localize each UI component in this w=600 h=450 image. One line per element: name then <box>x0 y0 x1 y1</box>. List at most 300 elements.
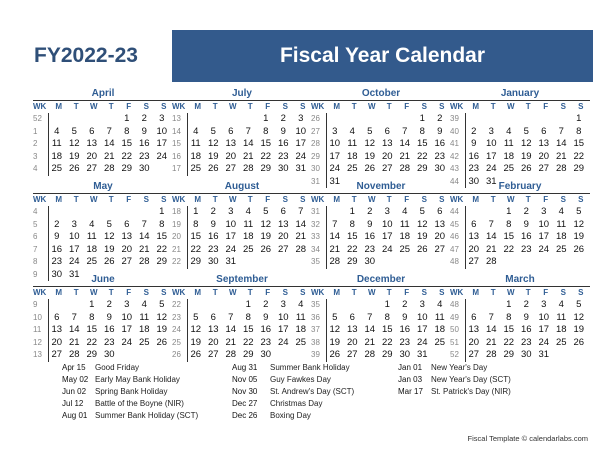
day-cell: 17 <box>295 138 307 149</box>
day-cell: 28 <box>225 349 237 360</box>
day-cell: 20 <box>538 150 550 162</box>
day-cell: 19 <box>573 231 585 242</box>
day-cell: 10 <box>485 138 497 149</box>
day-cell: 9 <box>280 125 286 137</box>
weekday-label: T <box>212 195 218 204</box>
day-cell: 10 <box>538 218 550 230</box>
day-cell: 10 <box>68 231 80 242</box>
day-cell: 30 <box>364 256 376 267</box>
week-number: 16 <box>172 151 181 161</box>
day-cell: 23 <box>434 150 446 162</box>
day-cell: 21 <box>555 150 567 162</box>
week-row <box>450 231 590 244</box>
day-cell: 24 <box>225 243 237 255</box>
day-cell: 12 <box>416 218 428 230</box>
day-cell: 2 <box>54 218 60 230</box>
holiday-date: Dec 27 <box>232 399 258 408</box>
day-cell: 27 <box>51 349 63 360</box>
week-row <box>172 163 312 176</box>
holiday-date: Jun 02 <box>62 387 87 396</box>
day-cell <box>396 256 414 269</box>
day-cell: 23 <box>468 163 480 174</box>
day-cell: 18 <box>434 324 446 335</box>
day-cell <box>344 113 362 126</box>
holiday-date: Apr 15 <box>62 363 86 372</box>
weekday-label: T <box>386 195 392 204</box>
weekday-label: T <box>490 288 496 297</box>
day-cell: 14 <box>295 218 307 230</box>
day-cell: 18 <box>555 231 567 242</box>
day-cell: 21 <box>364 336 376 348</box>
day-cell <box>465 299 483 312</box>
week-number-header: WK <box>172 288 186 297</box>
day-cell <box>48 206 66 219</box>
day-cell <box>48 113 66 126</box>
day-cell <box>83 206 101 219</box>
day-cell: 28 <box>485 256 497 267</box>
day-cell <box>431 256 449 269</box>
day-cell: 29 <box>346 256 358 267</box>
week-row <box>311 312 451 325</box>
day-cell: 16 <box>207 231 219 242</box>
week-number: 48 <box>450 257 459 266</box>
day-cell <box>344 299 362 312</box>
week-number: 31 <box>311 207 320 216</box>
week-number-header: WK <box>33 288 47 297</box>
day-cell: 4 <box>506 125 512 137</box>
day-cell: 30 <box>434 163 446 174</box>
weekday-label: W <box>367 195 376 204</box>
weekday-label: S <box>282 288 288 297</box>
week-row <box>33 324 173 337</box>
day-cell: 29 <box>416 163 428 174</box>
day-cell: 28 <box>399 163 411 174</box>
day-cell: 5 <box>523 125 529 137</box>
weekday-label: S <box>578 288 584 297</box>
day-cell: 23 <box>103 336 115 348</box>
week-row <box>450 256 590 269</box>
holiday-name: New Year's Day <box>431 363 488 372</box>
day-cell: 29 <box>260 163 272 174</box>
week-row <box>450 219 590 232</box>
day-cell: 3 <box>228 206 234 217</box>
day-cell: 1 <box>384 299 390 310</box>
day-cell: 11 <box>556 311 567 323</box>
day-cell: 5 <box>193 311 199 323</box>
holiday-name: Christmas Day <box>270 399 323 408</box>
day-cell <box>118 349 136 362</box>
weekday-label: S <box>300 195 306 204</box>
holiday-item <box>232 362 354 374</box>
week-row <box>33 163 173 176</box>
week-row <box>450 312 590 325</box>
week-row <box>172 324 312 337</box>
day-cell: 9 <box>210 218 216 230</box>
day-cell: 20 <box>86 150 98 162</box>
day-cell <box>361 299 379 312</box>
weekday-label: T <box>490 195 496 204</box>
day-cell: 18 <box>295 324 307 335</box>
day-cell: 9 <box>471 138 477 149</box>
day-cell: 11 <box>556 218 567 230</box>
day-cell: 21 <box>329 243 341 255</box>
day-cell: 19 <box>260 231 272 242</box>
day-cell: 12 <box>573 218 585 230</box>
day-cell: 26 <box>364 163 376 174</box>
day-cell: 11 <box>51 138 62 149</box>
week-number: 26 <box>172 350 181 359</box>
day-cell: 19 <box>573 324 585 335</box>
day-cell: 25 <box>503 163 515 174</box>
day-cell: 11 <box>243 218 254 230</box>
weekday-label: W <box>89 288 98 297</box>
day-cell: 12 <box>520 138 532 149</box>
day-cell <box>205 299 223 312</box>
day-cell: 13 <box>121 231 133 242</box>
week-row <box>33 231 173 244</box>
day-cell: 21 <box>103 150 115 162</box>
day-cell: 30 <box>399 349 411 360</box>
week-row <box>450 163 590 176</box>
holiday-date: Aug 31 <box>232 363 258 372</box>
day-cell: 17 <box>329 150 341 162</box>
day-cell: 2 <box>523 299 529 310</box>
day-cell: 11 <box>295 311 306 323</box>
day-cell <box>326 113 344 126</box>
holiday-name: New Year's Day (SCT) <box>431 375 511 384</box>
week-row <box>450 126 590 139</box>
week-number-header: WK <box>33 102 47 111</box>
day-cell: 17 <box>416 324 428 335</box>
week-row <box>33 151 173 164</box>
week-number: 52 <box>33 114 42 123</box>
day-cell: 7 <box>488 311 494 323</box>
holiday-date: Mar 17 <box>398 387 423 396</box>
week-number: 6 <box>33 232 38 241</box>
day-cell: 3 <box>71 218 77 230</box>
day-cell: 8 <box>384 311 390 323</box>
day-cell: 30 <box>277 163 289 174</box>
day-cell: 5 <box>71 125 77 137</box>
week-number: 23 <box>172 312 181 322</box>
weekday-label: F <box>404 288 410 297</box>
day-cell: 26 <box>207 163 219 174</box>
day-cell: 14 <box>242 138 254 149</box>
day-cell: 23 <box>364 243 376 255</box>
day-cell <box>414 256 432 269</box>
day-cell: 20 <box>225 150 237 162</box>
day-cell: 31 <box>295 163 307 174</box>
day-cell: 24 <box>156 150 168 162</box>
day-cell: 3 <box>124 299 130 310</box>
day-cell: 15 <box>190 231 202 242</box>
day-cell: 26 <box>520 163 532 174</box>
day-cell: 15 <box>416 138 428 149</box>
day-cell: 20 <box>434 231 446 242</box>
holiday-item <box>62 410 198 422</box>
day-cell: 27 <box>121 256 133 267</box>
week-number: 36 <box>311 312 320 322</box>
day-cell: 2 <box>210 206 216 217</box>
day-cell: 7 <box>402 125 408 137</box>
day-cell: 10 <box>416 311 428 323</box>
day-cell: 5 <box>263 206 269 217</box>
month-title: March <box>450 274 590 287</box>
weekday-label: W <box>367 288 376 297</box>
day-cell: 1 <box>576 113 582 124</box>
day-cell: 7 <box>245 125 251 137</box>
day-cell: 18 <box>242 231 254 242</box>
weekday-label: T <box>490 102 496 111</box>
day-cell <box>257 256 275 269</box>
week-row <box>33 126 173 139</box>
day-cell: 8 <box>419 125 425 137</box>
week-number: 3 <box>33 151 38 161</box>
month-july <box>172 88 312 176</box>
day-cell: 22 <box>503 243 515 255</box>
day-cell: 4 <box>558 206 564 217</box>
day-cell: 13 <box>207 324 219 335</box>
weekday-label: S <box>143 195 149 204</box>
day-cell: 1 <box>263 113 269 124</box>
week-number: 13 <box>172 114 181 123</box>
week-number: 4 <box>33 164 38 173</box>
holiday-name: St. Patrick's Day (NIR) <box>431 387 511 396</box>
week-row <box>172 337 312 350</box>
weekday-label: M <box>194 195 202 204</box>
week-number: 34 <box>311 244 320 254</box>
day-cell: 26 <box>416 243 428 255</box>
weekday-label: S <box>282 195 288 204</box>
weekday-label: S <box>161 288 167 297</box>
week-number: 9 <box>33 300 38 309</box>
day-cell: 28 <box>329 256 341 267</box>
day-cell: 13 <box>346 324 358 335</box>
day-cell: 24 <box>538 243 550 255</box>
day-cell: 5 <box>419 206 425 217</box>
week-number: 33 <box>311 232 320 241</box>
week-number: 39 <box>450 114 459 123</box>
day-cell: 18 <box>555 324 567 335</box>
day-cell: 18 <box>190 150 202 162</box>
day-cell <box>396 113 414 126</box>
month-june <box>33 274 173 362</box>
holiday-date: Jan 03 <box>398 375 423 384</box>
day-cell <box>379 113 397 126</box>
day-cell: 23 <box>520 243 532 255</box>
weekday-header <box>450 101 590 113</box>
month-title: May <box>33 181 173 194</box>
day-cell: 8 <box>89 311 95 323</box>
month-title: February <box>450 181 590 194</box>
day-cell: 18 <box>399 231 411 242</box>
day-cell: 3 <box>419 299 425 310</box>
day-cell: 11 <box>190 138 201 149</box>
day-cell: 15 <box>503 324 515 335</box>
day-cell: 2 <box>437 113 443 124</box>
day-cell: 12 <box>156 311 168 323</box>
holiday-column <box>62 362 198 422</box>
day-cell <box>361 113 379 126</box>
day-cell: 12 <box>573 311 585 323</box>
day-cell: 19 <box>68 150 80 162</box>
week-row <box>33 138 173 151</box>
weekday-label: F <box>543 195 549 204</box>
day-cell: 9 <box>523 218 529 230</box>
weekday-label: W <box>228 195 237 204</box>
day-cell: 21 <box>485 336 497 348</box>
day-cell <box>240 256 258 269</box>
day-cell: 4 <box>298 299 304 310</box>
weekday-label: S <box>300 288 306 297</box>
week-number: 27 <box>311 126 320 136</box>
day-cell: 15 <box>381 324 393 335</box>
day-cell: 12 <box>103 231 115 242</box>
day-cell: 25 <box>138 336 150 348</box>
week-row <box>311 113 451 126</box>
day-cell: 5 <box>210 125 216 137</box>
day-cell: 20 <box>121 243 133 255</box>
weekday-label: M <box>194 102 202 111</box>
week-number: 18 <box>172 207 181 216</box>
week-number: 32 <box>311 219 320 229</box>
day-cell: 26 <box>573 243 585 255</box>
day-cell: 26 <box>260 243 272 255</box>
holiday-item <box>398 374 511 386</box>
day-cell: 1 <box>89 299 95 310</box>
weekday-label: M <box>333 102 341 111</box>
week-row <box>311 337 451 350</box>
week-number: 48 <box>450 300 459 309</box>
week-number: 26 <box>311 114 320 123</box>
day-cell: 6 <box>228 125 234 137</box>
day-cell: 1 <box>124 113 130 124</box>
week-row <box>172 312 312 325</box>
day-cell: 23 <box>138 150 150 162</box>
week-number: 25 <box>172 337 181 347</box>
day-cell: 30 <box>260 349 272 360</box>
day-cell <box>500 256 518 269</box>
day-cell: 25 <box>242 243 254 255</box>
day-cell: 26 <box>68 163 80 174</box>
day-cell: 25 <box>555 336 567 348</box>
week-number: 35 <box>311 300 320 309</box>
weekday-label: F <box>404 195 410 204</box>
day-cell: 29 <box>156 256 168 267</box>
day-cell: 16 <box>434 138 446 149</box>
day-cell: 21 <box>138 243 150 255</box>
day-cell: 5 <box>576 206 582 217</box>
weekday-label: F <box>126 102 132 111</box>
day-cell: 4 <box>141 299 147 310</box>
day-cell: 16 <box>277 138 289 149</box>
day-cell: 8 <box>245 311 251 323</box>
day-cell: 17 <box>68 243 80 255</box>
day-cell <box>101 206 119 219</box>
day-cell: 3 <box>159 113 165 124</box>
holiday-name: Summer Bank Holiday (SCT) <box>95 411 199 420</box>
day-cell: 6 <box>437 206 443 217</box>
week-row <box>33 113 173 126</box>
weekday-label: M <box>194 288 202 297</box>
holiday-name: Good Friday <box>95 363 140 372</box>
day-cell: 17 <box>156 138 168 149</box>
month-august <box>172 181 312 269</box>
day-cell: 4 <box>437 299 443 310</box>
day-cell: 10 <box>156 125 168 137</box>
day-cell: 31 <box>225 256 237 267</box>
weekday-label: S <box>282 102 288 111</box>
day-cell: 11 <box>399 218 410 230</box>
day-cell: 10 <box>381 218 393 230</box>
day-cell: 15 <box>346 231 358 242</box>
weekday-label: W <box>506 195 515 204</box>
day-cell: 15 <box>260 138 272 149</box>
weekday-label: T <box>108 102 114 111</box>
day-cell: 26 <box>573 336 585 348</box>
day-cell: 5 <box>332 311 338 323</box>
day-cell: 14 <box>225 324 237 335</box>
day-cell: 29 <box>573 163 585 174</box>
day-cell: 19 <box>190 336 202 348</box>
day-cell: 9 <box>437 125 443 137</box>
footer-credit: Fiscal Template © calendarlabs.com <box>467 434 588 443</box>
weekday-label: T <box>525 195 531 204</box>
week-row <box>311 151 451 164</box>
month-title: April <box>33 88 173 101</box>
day-cell: 20 <box>381 150 393 162</box>
day-cell: 13 <box>86 138 98 149</box>
day-cell: 14 <box>329 231 341 242</box>
day-cell: 16 <box>520 324 532 335</box>
week-row <box>450 138 590 151</box>
week-row <box>33 206 173 219</box>
week-number: 7 <box>33 244 38 254</box>
day-cell: 22 <box>156 243 168 255</box>
weekday-label: S <box>421 102 427 111</box>
week-number: 8 <box>33 257 38 266</box>
weekday-label: S <box>578 195 584 204</box>
day-cell: 12 <box>68 138 80 149</box>
day-cell: 3 <box>332 125 338 137</box>
day-cell: 22 <box>573 150 585 162</box>
holiday-column <box>232 362 354 422</box>
day-cell: 7 <box>558 125 564 137</box>
day-cell: 20 <box>346 336 358 348</box>
day-cell: 6 <box>384 125 390 137</box>
month-title: August <box>172 181 312 194</box>
day-cell <box>292 256 310 269</box>
day-cell: 14 <box>399 138 411 149</box>
week-number: 31 <box>311 176 320 186</box>
day-cell: 3 <box>298 113 304 124</box>
week-row <box>172 256 312 269</box>
day-cell <box>535 113 553 126</box>
day-cell: 2 <box>367 206 373 217</box>
day-cell: 31 <box>68 268 80 280</box>
week-row <box>172 299 312 312</box>
holiday-date: Dec 26 <box>232 411 258 420</box>
weekday-label: T <box>212 102 218 111</box>
weekday-label: T <box>351 288 357 297</box>
weekday-label: M <box>472 102 480 111</box>
day-cell: 27 <box>434 243 446 255</box>
day-cell: 1 <box>193 206 199 217</box>
day-cell: 1 <box>349 206 355 217</box>
holiday-date: Aug 01 <box>62 411 88 420</box>
day-cell: 14 <box>138 231 150 242</box>
week-row <box>311 244 451 257</box>
